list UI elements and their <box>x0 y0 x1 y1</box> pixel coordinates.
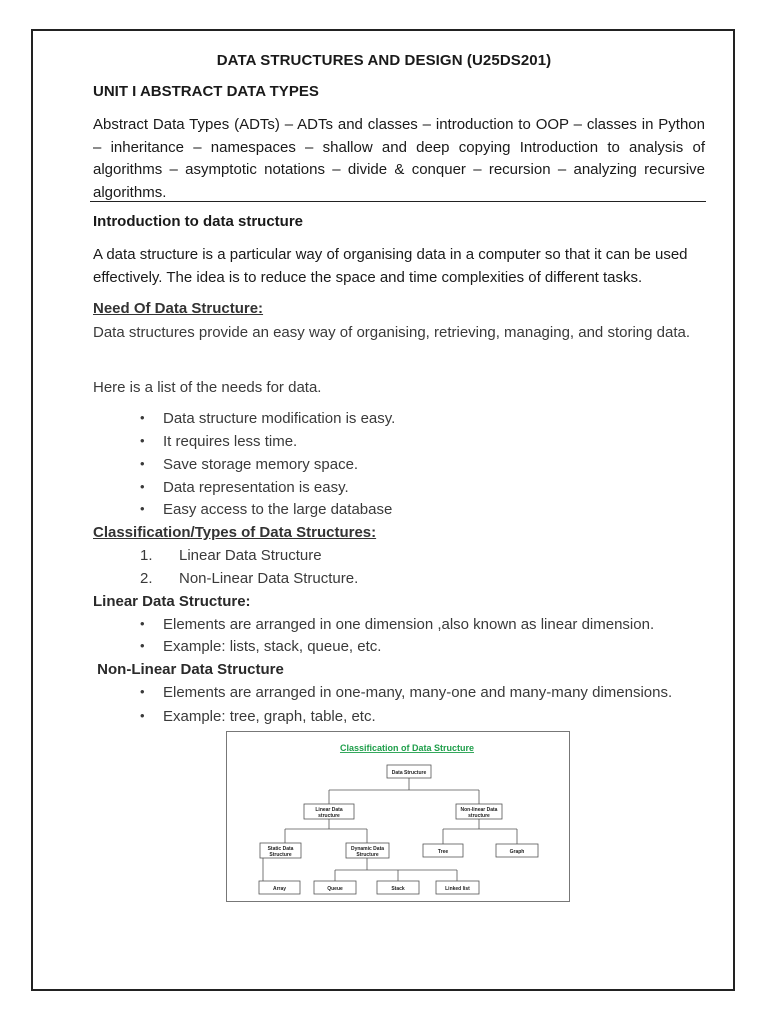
list-item: 1. Linear Data Structure <box>140 547 322 564</box>
list-item: • Easy access to the large database <box>140 501 393 518</box>
bullet-icon: • <box>140 410 145 425</box>
label-array: Array <box>272 886 287 892</box>
list-item: • Elements are arranged in one dimension ,also known as linear dimension. <box>140 616 655 633</box>
label-static-2: Structure <box>269 852 292 858</box>
list-item: • Example: tree, graph, table, etc. <box>140 708 376 725</box>
bullet-icon: • <box>140 479 145 494</box>
bullet-icon: • <box>140 638 145 653</box>
label-static-1: Static Data <box>267 846 294 852</box>
label-linear-1: Linear Data <box>315 807 343 813</box>
list-item: • It requires less time. <box>140 433 298 450</box>
label-linked-list: Linked list <box>445 886 470 892</box>
label-nonlinear-1: Non-linear Data <box>460 807 498 813</box>
list-item: • Save storage memory space. <box>140 456 359 473</box>
diagram-title: Classification of Data Structure <box>339 743 475 753</box>
nonlinear-heading: Non-Linear Data Structure <box>93 661 284 678</box>
label-stack: Stack <box>391 886 405 892</box>
label-graph: Graph <box>509 849 525 855</box>
linear-heading: Linear Data Structure: <box>93 593 251 610</box>
bullet-icon: • <box>140 708 145 723</box>
list-item: • Data representation is easy. <box>140 479 349 496</box>
unit-heading: UNIT I ABSTRACT DATA TYPES <box>93 83 319 100</box>
bullet-icon: • <box>140 684 145 699</box>
list-item: • Data structure modification is easy. <box>140 410 396 427</box>
bullet-icon: • <box>140 616 145 631</box>
label-dynamic-2: Structure <box>356 852 379 858</box>
syllabus-paragraph: Abstract Data Types (ADTs) – ADTs and classes – introduction to OOP – classes in Python – inheritance – namespaces – shallow and deep copying Introduction to analysis of algorithms – asymptotic notations – divide & conquer – recursion – analyzing recursive algorithms. <box>93 116 705 201</box>
intro-paragraph: A data structure is a particular way of organising data in a computer so that it can be used effectively. The idea is to reduce the space and time complexities of different tasks. <box>93 246 688 286</box>
bullet-icon: • <box>140 456 145 471</box>
need-list-intro: Here is a list of the needs for data. <box>93 379 322 396</box>
label-dynamic-1: Dynamic Data <box>350 846 385 852</box>
list-item: • Example: lists, stack, queue, etc. <box>140 638 382 655</box>
document-title: DATA STRUCTURES AND DESIGN (U25DS201) <box>216 52 552 69</box>
label-queue: Queue <box>327 886 343 892</box>
label-data-structure: Data Structure <box>391 770 427 776</box>
bullet-icon: • <box>140 433 145 448</box>
label-linear-2: structure <box>318 813 340 819</box>
bullet-icon: • <box>140 501 145 516</box>
label-nonlinear-2: structure <box>468 813 490 819</box>
need-paragraph: Data structures provide an easy way of organising, retrieving, managing, and storing data. <box>93 324 690 341</box>
diagram-svg <box>227 732 569 901</box>
section-divider <box>90 201 706 202</box>
list-item: • Elements are arranged in one-many, many-one and many-many dimensions. <box>140 684 673 701</box>
list-item: 2. Non-Linear Data Structure. <box>140 570 359 587</box>
need-heading: Need Of Data Structure: <box>93 300 264 317</box>
diagram-connectors <box>263 778 517 881</box>
label-tree: Tree <box>437 849 449 855</box>
classification-diagram <box>226 731 570 902</box>
classification-heading: Classification/Types of Data Structures: <box>93 524 377 541</box>
intro-heading: Introduction to data structure <box>93 213 303 230</box>
